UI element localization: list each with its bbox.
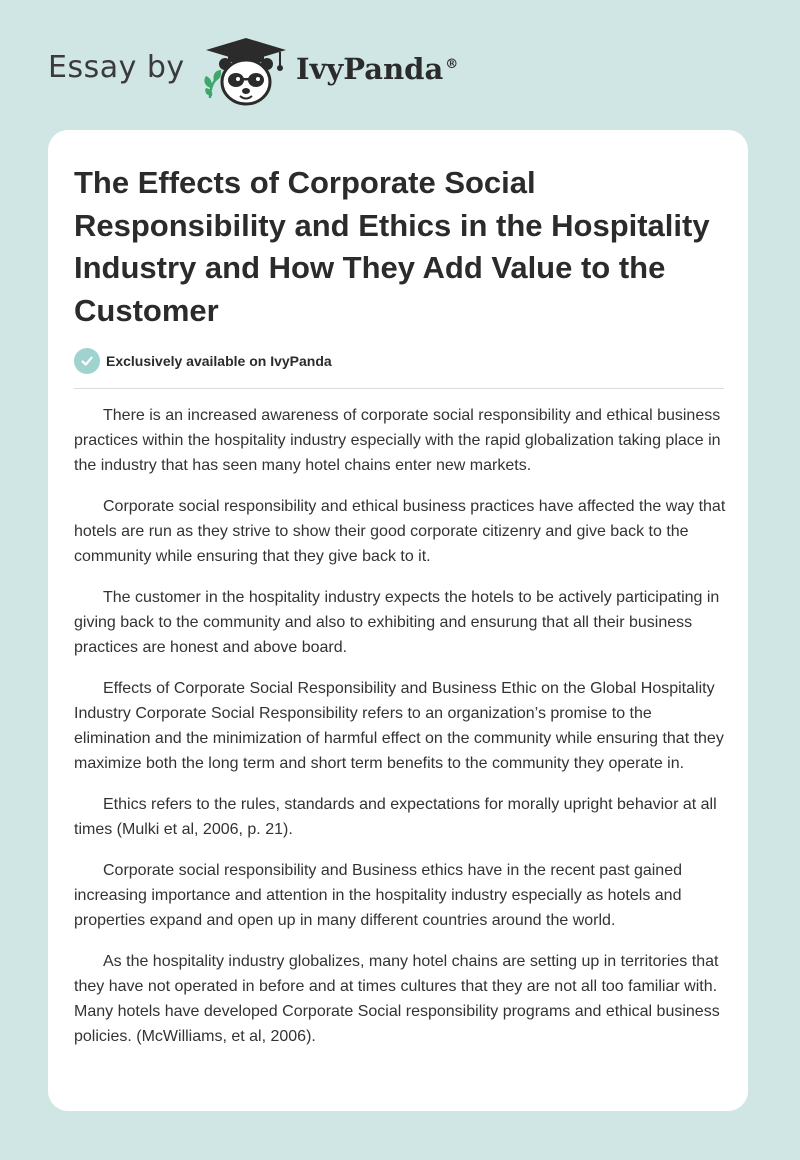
essay-body [74,403,726,1065]
registered-mark: ® [445,57,459,73]
essay-card [48,130,748,1111]
site-header [0,0,800,120]
check-circle-icon [74,348,100,374]
brand-name[interactable]: IvyPanda ® [296,52,459,86]
paragraph: Ethics refers to the rules, standards and expectations for morally upright behavior at all times (Mulki et al, 2006, p. 21). [74,796,717,838]
exclusive-badge-text: Exclusively available on IvyPanda [106,353,332,369]
paragraph: As the hospitality industry globalizes, many hotel chains are setting up in territories that they have not operated in before and at times cultures that they are not all too familiar with. Many hotels have developed Corporate Social responsibility programs and ethical business policies. (McWilliams, et al, 2006). [74,953,720,1045]
title-divider [74,388,724,389]
paragraph: The customer in the hospitality industry expects the hotels to be actively participating in giving back to the community and also to exhibiting and ensurung that all their business practices are honest and above board. [74,589,720,656]
essay-title: The Effects of Corporate Social Responsibility and Ethics in the Hospitality Industry and How They Add Value to the Customer [74,165,710,328]
paragraph: There is an increased awareness of corporate social responsibility and ethical business practices within the hospitality industry especially with the rapid globalization taking place in the industry that has seen many hotel chains enter new markets. [74,407,721,474]
panda-graduate-icon[interactable] [200,36,292,110]
paragraph: Effects of Corporate Social Responsibility and Business Ethic on the Global Hospitality Industry Corporate Social Responsibility refers to an organization’s promise to the elimination and the minimization of harmful effect on the community while ensuring that they maximize both the long term and short term benefits to the community they operate in. [74,680,724,772]
paragraph: Corporate social responsibility and Business ethics have in the recent past gained increasing importance and attention in the hospitality industry especially as hotels and properties expand and open up in many different countries around the world. [74,862,682,929]
brand-prefix: Essay by [48,50,185,85]
paragraph: Corporate social responsibility and ethical business practices have affected the way that hotels are run as they strive to show their good corporate citizenry and give back to the community while ensuring that they give back to it. [74,498,726,565]
exclusive-badge [74,347,332,375]
